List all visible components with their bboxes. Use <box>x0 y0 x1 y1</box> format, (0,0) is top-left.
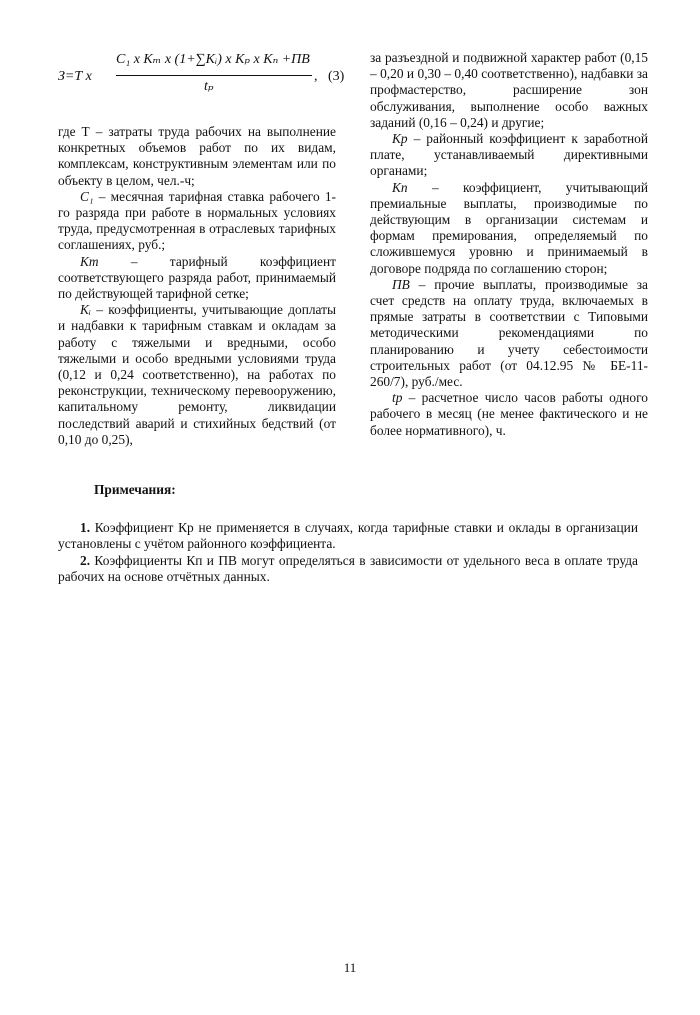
definition-t: где Т – затраты труда рабочих на выполнение конкретных объемов работ по их видам, комплексам, конструктивным элементам или по объекту в целом, чел.-ч; <box>58 124 336 188</box>
fraction-bar <box>116 75 312 76</box>
definition-kn: Кп – коэффициент, учитывающий премиальные выплаты, производимые по действующим в организации системам и формам премирования, определяемый по сложившемуся уровню и принимаемый в договоре подряда по соглашению сторон; <box>370 179 648 276</box>
notes-section <box>58 482 638 585</box>
definition-ki: Кᵢ – коэффициенты, учитывающие доплаты и надбавки к тарифным ставкам и окладам за работу с тяжелыми и вредными, особо тяжелыми и особо вредными условиями труда (0,12 и 0,24 соответственно), на работах по реконструкции, техническому перевооружению, капитальному ремонту, ликвидации последствий аварий и стихийных бедствий (от 0,10 до 0,25), <box>58 302 336 447</box>
right-column <box>370 50 648 439</box>
formula-3 <box>58 50 345 110</box>
formula-numerator: C₁ x Kₘ x (1+∑Kᵢ) x Kₚ x Kₙ +ПВ <box>116 52 310 67</box>
formula-lhs: З=Т х <box>58 69 92 84</box>
note-item: 2. Коэффициенты Кп и ПВ могут определяться в зависимости от удельного веса в оплате труда рабочих на основе отчётных данных. <box>58 552 638 584</box>
notes-title: Примечания: <box>94 482 176 497</box>
definition-tp: tр – расчетное число часов работы одного рабочего в месяц (не менее фактического и не более нормативного), ч. <box>370 390 648 438</box>
equation-number: (3) <box>328 69 345 84</box>
note-item: 1. Коэффициент Кр не применяется в случаях, когда тарифные ставки и оклады в организации установлены с учётом районного коэффициента. <box>58 520 638 552</box>
definition-km: Кт – тарифный коэффициент соответствующего разряда работ, принимаемый по действующей тарифной сетке; <box>58 253 336 302</box>
definition-c1: С₁ – месячная тарифная ставка рабочего 1-го разряда при работе в нормальных условиях труда, предусмотренная в отраслевых тарифных соглашениях, руб.; <box>58 188 336 253</box>
formula-comma: , <box>314 69 318 84</box>
page-number: 11 <box>343 960 357 975</box>
definition-ki-continued: за разъездной и подвижной характер работ (0,15 – 0,20 и 0,30 – 0,40 соответственно), надбавки за профмастерство, расширение зон обслуживания, выполнение особо важных заданий (0,16 – 0,24) и другие; <box>370 50 648 130</box>
formula-denominator: tₚ <box>204 79 214 94</box>
definition-kp: Кр – районный коэффициент к заработной плате, устанавливаемый директивными органами; <box>370 131 648 179</box>
definition-pv: ПВ – прочие выплаты, производимые за счет средств на оплату труда, включаемых в прямые затраты в соответствии с Типовыми методическими рекомендациями по планированию и учету себестоимости строительных работ (от 04.12.95 № БЕ-11-260/7), руб./мес. <box>370 276 648 390</box>
left-column <box>58 50 345 448</box>
